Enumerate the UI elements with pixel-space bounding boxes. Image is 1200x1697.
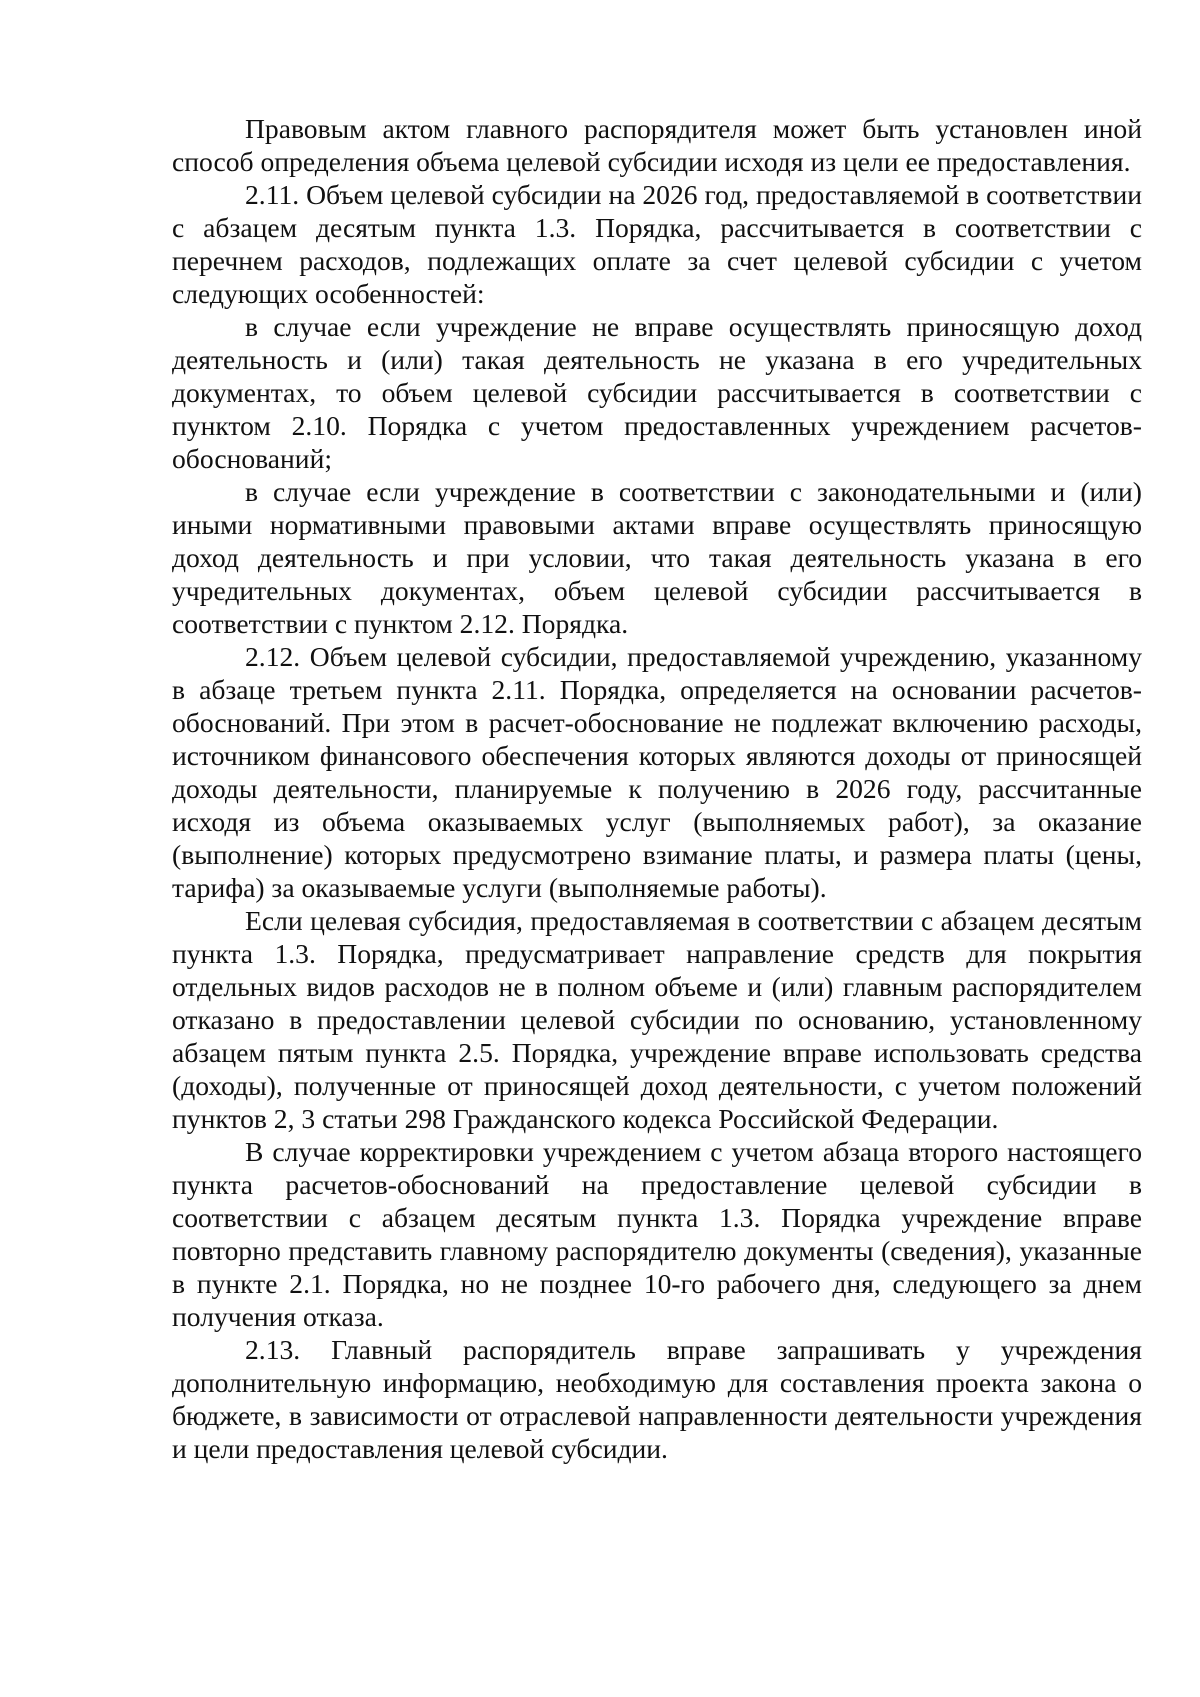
paragraph-2-11-case-no-income: в случае если учреждение не вправе осуществлять приносящую доход деятельность и (или) такая деятельность не указана в его учредительных документах, то объем целевой субсидии рассчитывается в соответствии с пунктом 2.10. Порядка с учетом предоставленных учреждением расчетов-обоснований; [172,311,1142,474]
paragraph-method-note: Правовым актом главного распорядителя может быть установлен иной способ определения объема целевой субсидии исходя из цели ее предоставления. [172,113,1142,177]
paragraph-2-12-partial-funding: Если целевая субсидия, предоставляемая в соответствии с абзацем десятым пункта 1.3. Порядка, предусматривает направление средств для покрытия отдельных видов расходов не в полном объеме и (или) главным распорядителем отказано в предоставлении целевой субсидии по основанию, установленному абзацем пятым пункта 2.5. Порядка, учреждение вправе использовать средства (доходы), полученные от приносящей доход деятельности, с учетом положений пунктов 2, 3 статьи 298 Гражданского кодекса Российской Федерации. [172,905,1142,1134]
paragraph-2-12-correction: В случае корректировки учреждением с учетом абзаца второго настоящего пункта расчетов-обоснований на предоставление целевой субсидии в соответствии с абзацем десятым пункта 1.3. Порядка учреждение вправе повторно представить главному распорядителю документы (сведения), указанные в пункте 2.1. Порядка, но не позднее 10-го рабочего дня, следующего за днем получения отказа. [172,1136,1142,1332]
paragraph-2-13: 2.13. Главный распорядитель вправе запрашивать у учреждения дополнительную информацию, необходимую для составления проекта закона о бюджете, в зависимости от отраслевой направленности деятельности учреждения и цели предоставления целевой субсидии. [172,1334,1142,1464]
paragraph-2-11: 2.11. Объем целевой субсидии на 2026 год, предоставляемой в соответствии с абзацем десятым пункта 1.3. Порядка, рассчитывается в соответствии с перечнем расходов, подлежащих оплате за счет целевой субсидии с учетом следующих особенностей: [172,179,1142,309]
paragraph-2-11-case-income: в случае если учреждение в соответствии с законодательными и (или) иными нормативными правовыми актами вправе осуществлять приносящую доход деятельность и при условии, что такая деятельность указана в его учредительных документах, объем целевой субсидии рассчитывается в соответствии с пунктом 2.12. Порядка. [172,476,1142,639]
paragraph-2-12: 2.12. Объем целевой субсидии, предоставляемой учреждению, указанному в абзаце третьем пункта 2.11. Порядка, определяется на основании расчетов-обоснований. При этом в расчет-обоснование не подлежат включению расходы, источником финансового обеспечения которых являются доходы от приносящей доходы деятельности, планируемые к получению в 2026 году, рассчитанные исходя из объема оказываемых услуг (выполняемых работ), за оказание (выполнение) которых предусмотрено взимание платы, и размера платы (цены, тарифа) за оказываемые услуги (выполняемые работы). [172,641,1142,903]
document-body [172,112,1142,1465]
